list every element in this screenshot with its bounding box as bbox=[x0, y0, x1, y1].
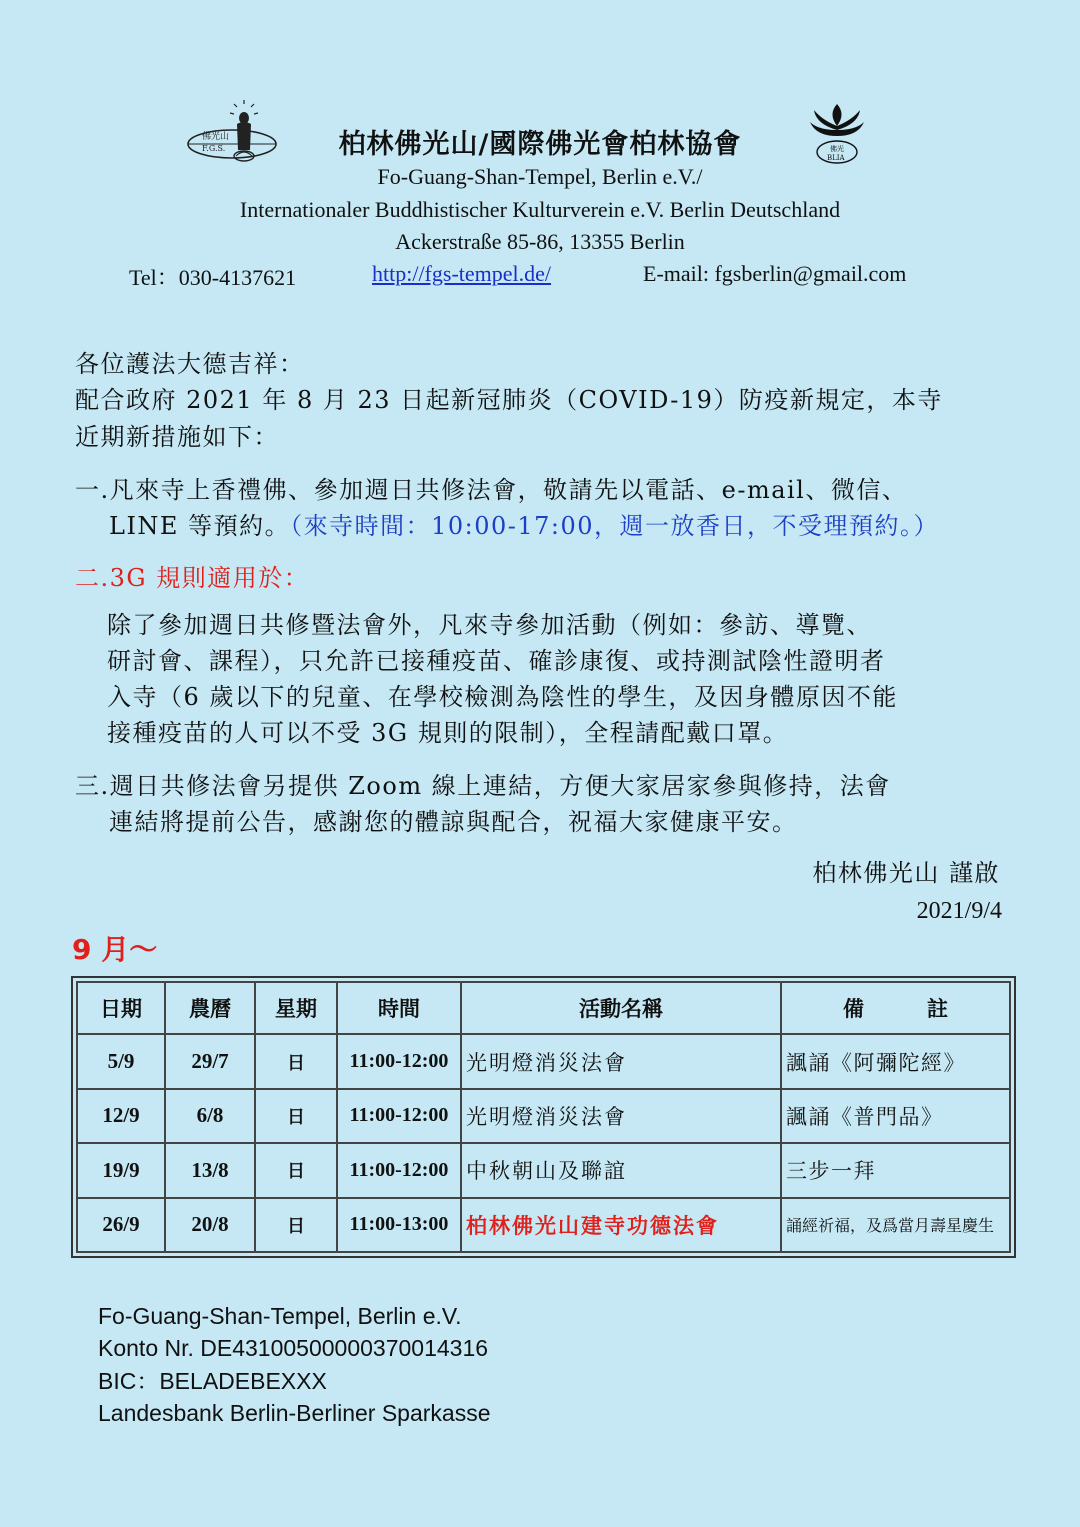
cell-time: 11:00-13:00 bbox=[337, 1198, 461, 1252]
header-weekday: 星期 bbox=[255, 982, 337, 1034]
cell-time: 11:00-12:00 bbox=[337, 1034, 461, 1088]
cell-date: 5/9 bbox=[77, 1034, 165, 1088]
cell-time: 11:00-12:00 bbox=[337, 1089, 461, 1143]
table-header-row bbox=[77, 982, 1010, 1034]
footer-bank-name: Landesbank Berlin-Berliner Sparkasse bbox=[98, 1400, 491, 1426]
svg-text:F.G.S.: F.G.S. bbox=[202, 144, 226, 153]
table-row bbox=[77, 1198, 1010, 1252]
header-date: 日期 bbox=[77, 982, 165, 1034]
cell-time: 11:00-12:00 bbox=[337, 1143, 461, 1197]
item-2-heading: 二.3G 規則適用於： bbox=[75, 564, 310, 592]
cell-lunar: 29/7 bbox=[165, 1034, 255, 1088]
item-2-line-1: 除了參加週日共修暨法會外，凡來寺參加活動（例如：參訪、導覽、 bbox=[107, 611, 872, 639]
greeting: 各位護法大德吉祥： bbox=[75, 350, 305, 378]
cell-date: 26/9 bbox=[77, 1198, 165, 1252]
item-2-line-3: 入寺（6 歲以下的兒童、在學校檢測為陰性的學生，及因身體原因不能 bbox=[107, 683, 898, 711]
cell-event-highlight: 柏林佛光山建寺功德法會 bbox=[461, 1198, 781, 1252]
header-event: 活動名稱 bbox=[461, 982, 781, 1034]
cell-event: 光明燈消災法會 bbox=[461, 1089, 781, 1143]
header-lunar: 農曆 bbox=[165, 982, 255, 1034]
header-note: 備 註 bbox=[781, 982, 1010, 1034]
item-1-line-1: 一.凡來寺上香禮佛、參加週日共修法會，敬請先以電話、e-mail、微信、 bbox=[75, 476, 908, 504]
website-link[interactable]: http://fgs-tempel.de/ bbox=[372, 261, 552, 286]
header-name-line: Fo-Guang-Shan-Tempel, Berlin e.V./ bbox=[377, 164, 703, 189]
intro-line-1: 配合政府 2021 年 8 月 23 日起新冠肺炎（COVID-19）防疫新規定，本寺 bbox=[75, 386, 943, 414]
footer-account-name: Fo-Guang-Shan-Tempel, Berlin e.V. bbox=[98, 1303, 462, 1329]
footer-account-number: Konto Nr. DE43100500000370014316 bbox=[98, 1335, 489, 1361]
cell-note: 諷誦《普門品》 bbox=[781, 1089, 1010, 1143]
cell-weekday: 日 bbox=[255, 1198, 337, 1252]
cell-lunar: 20/8 bbox=[165, 1198, 255, 1252]
intro-line-2: 近期新措施如下： bbox=[75, 423, 279, 451]
header-association-line: Internationaler Buddhistischer Kulturverein e.V. Berlin Deutschland bbox=[239, 197, 841, 222]
item-1-line-2: LINE 等預約。（來寺時間：10:00-17:00，週一放香日，不受理預約。） bbox=[109, 512, 940, 540]
fgs-logo-text: 佛光山 bbox=[202, 132, 230, 142]
visiting-hours-note: （來寺時間：10:00-17:00，週一放香日，不受理預約。） bbox=[290, 512, 940, 540]
signature: 柏林佛光山 謹啟 bbox=[812, 859, 1000, 887]
phone-number: Tel：030-4137621 bbox=[129, 265, 297, 290]
cell-event: 光明燈消災法會 bbox=[461, 1034, 781, 1088]
table-row bbox=[77, 1034, 1010, 1088]
table-row bbox=[77, 1143, 1010, 1197]
schedule-table bbox=[71, 976, 1016, 1258]
contact-line bbox=[0, 261, 1080, 289]
cell-date: 12/9 bbox=[77, 1089, 165, 1143]
cell-note: 諷誦《阿彌陀經》 bbox=[781, 1034, 1010, 1088]
item-2-line-4: 接種疫苗的人可以不受 3G 規則的限制），全程請配戴口罩。 bbox=[107, 719, 789, 747]
table-row bbox=[77, 1089, 1010, 1143]
cell-event: 中秋朝山及聯誼 bbox=[461, 1143, 781, 1197]
item-3-line-1: 三.週日共修法會另提供 Zoom 線上連結，方便大家居家參與修持，法會 bbox=[75, 772, 891, 800]
item-2-line-2: 研討會、課程），只允許已接種疫苗、確診康復、或持測試陰性證明者 bbox=[107, 647, 886, 675]
cell-date: 19/9 bbox=[77, 1143, 165, 1197]
cell-weekday: 日 bbox=[255, 1034, 337, 1088]
cell-lunar: 13/8 bbox=[165, 1143, 255, 1197]
page-title: 柏林佛光山/國際佛光會柏林協會 bbox=[338, 129, 742, 160]
cell-note: 誦經祈福，及爲當月壽星慶生 bbox=[781, 1198, 1010, 1252]
blia-lotus-logo-icon bbox=[806, 100, 868, 166]
email-address: E-mail: fgsberlin@gmail.com bbox=[643, 261, 907, 286]
header-address-line: Ackerstraße 85-86, 13355 Berlin bbox=[395, 229, 685, 254]
footer-bic: BIC：BELADEBEXXX bbox=[98, 1368, 327, 1394]
cell-weekday: 日 bbox=[255, 1143, 337, 1197]
header-time: 時間 bbox=[337, 982, 461, 1034]
svg-text:BLIA: BLIA bbox=[827, 154, 845, 162]
svg-text:佛光: 佛光 bbox=[830, 145, 844, 153]
schedule-month-label: 9 月～ bbox=[72, 933, 158, 966]
cell-note: 三步一拜 bbox=[781, 1143, 1010, 1197]
cell-weekday: 日 bbox=[255, 1089, 337, 1143]
cell-lunar: 6/8 bbox=[165, 1089, 255, 1143]
item-3-line-2: 連結將提前公告，感謝您的體諒與配合，祝福大家健康平安。 bbox=[109, 808, 798, 836]
notice-date: 2021/9/4 bbox=[916, 898, 1002, 924]
